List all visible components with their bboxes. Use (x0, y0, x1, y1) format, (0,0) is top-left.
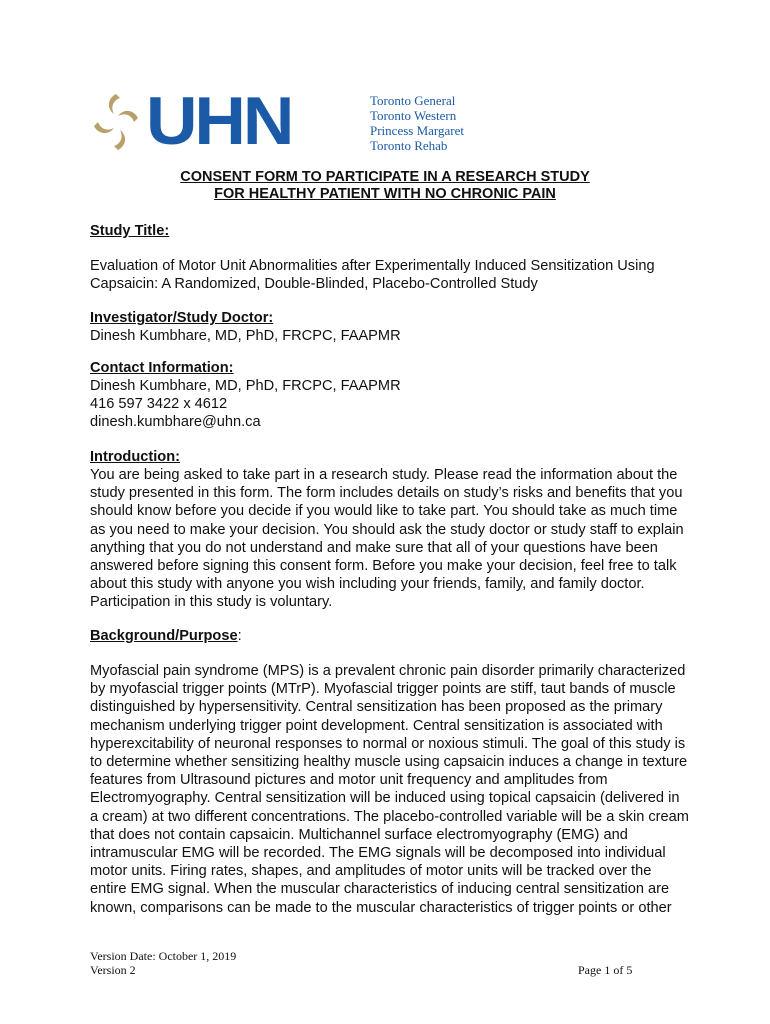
form-title-line2: FOR HEALTHY PATIENT WITH NO CHRONIC PAIN (214, 186, 556, 202)
investigator-heading: Investigator/Study Doctor: (90, 310, 274, 326)
uhn-wordmark: UHN (146, 83, 292, 159)
introduction-section (90, 448, 690, 612)
form-title-line1: CONSENT FORM TO PARTICIPATE IN A RESEARCH STUDY (180, 169, 590, 185)
page-number: Page 1 of 5 (578, 963, 633, 977)
background-text: Myofascial pain syndrome (MPS) is a prevalent chronic pain disorder primarily characterized by myofascial trigger points (MTrP). Myofascial trigger points are stiff, taut bands of muscle distinguished by hypersensitivity. Central sensitization has been proposed as the primary mechanism underlying trigger point development. Central sensitization is associated with hyperexcitability of neuronal responses to normal or noxious stimuli. The goal of this study is to determine whether sensitizing healthy muscle using capsaicin induces a change in texture features from Ultrasound pictures and motor unit frequency and amplitudes from Electromyography. Central sensitization will be induced using topical capsaicin (delivered in a cream) at two different concentrations. The placebo-controlled variable will be a skin cream that does not contain capsaicin. Multichannel surface electromyography (EMG) and intramuscular EMG will be recorded. The EMG signals will be decomposed into individual motor units. Firing rates, shapes, and amplitudes of motor units will be tracked over the entire EMG signal. When the muscular characteristics of inducing central sensitization are known, comparisons can be made to the muscular characteristics of trigger points or other (90, 663, 689, 916)
background-section (90, 627, 690, 917)
uhn-logo (88, 83, 464, 159)
background-heading-colon: : (237, 628, 242, 644)
contact-section (90, 359, 690, 431)
study-title-section (90, 222, 690, 293)
contact-email: dinesh.kumbhare@uhn.ca (90, 414, 261, 430)
background-heading-line (90, 627, 690, 645)
background-heading: Background/Purpose (90, 628, 238, 644)
site-toronto-western: Toronto Western (370, 108, 457, 123)
contact-heading: Contact Information: (90, 360, 234, 376)
site-princess-margaret: Princess Margaret (370, 123, 464, 138)
study-title-text: Evaluation of Motor Unit Abnormalities after Experimentally Induced Sensitization Using Capsaicin: A Randomized, Double-Blinded, Placebo-Controlled Study (90, 258, 655, 293)
contact-phone: 416 597 3422 x 4612 (90, 396, 228, 412)
contact-name: Dinesh Kumbhare, MD, PhD, FRCPC, FAAPMR (90, 378, 401, 394)
investigator-section (90, 309, 690, 345)
site-toronto-general: Toronto General (370, 93, 456, 108)
version-number: Version 2 (90, 963, 136, 977)
study-title-heading: Study Title: (90, 223, 170, 239)
version-date: Version Date: October 1, 2019 (90, 949, 237, 963)
introduction-text: You are being asked to take part in a research study. Please read the information about the study presented in this form. The form includes details on study’s risks and benefits that you should know before you decide if you would like to take part. You should take as much time as you need to make your decision. You should ask the study doctor or study staff to explain anything that you do not understand and make sure that all of your questions have been answered before signing this consent form. Before you make your decision, feel free to talk about this study with anyone you wish including your friends, family, and family doctor. Participation in this study is voluntary. (90, 467, 684, 611)
hospital-sites-list (370, 93, 464, 153)
site-toronto-rehab: Toronto Rehab (370, 138, 448, 153)
uhn-emblem-icon (88, 88, 144, 158)
investigator-name: Dinesh Kumbhare, MD, PhD, FRCPC, FAAPMR (90, 328, 401, 344)
introduction-heading: Introduction: (90, 449, 180, 465)
